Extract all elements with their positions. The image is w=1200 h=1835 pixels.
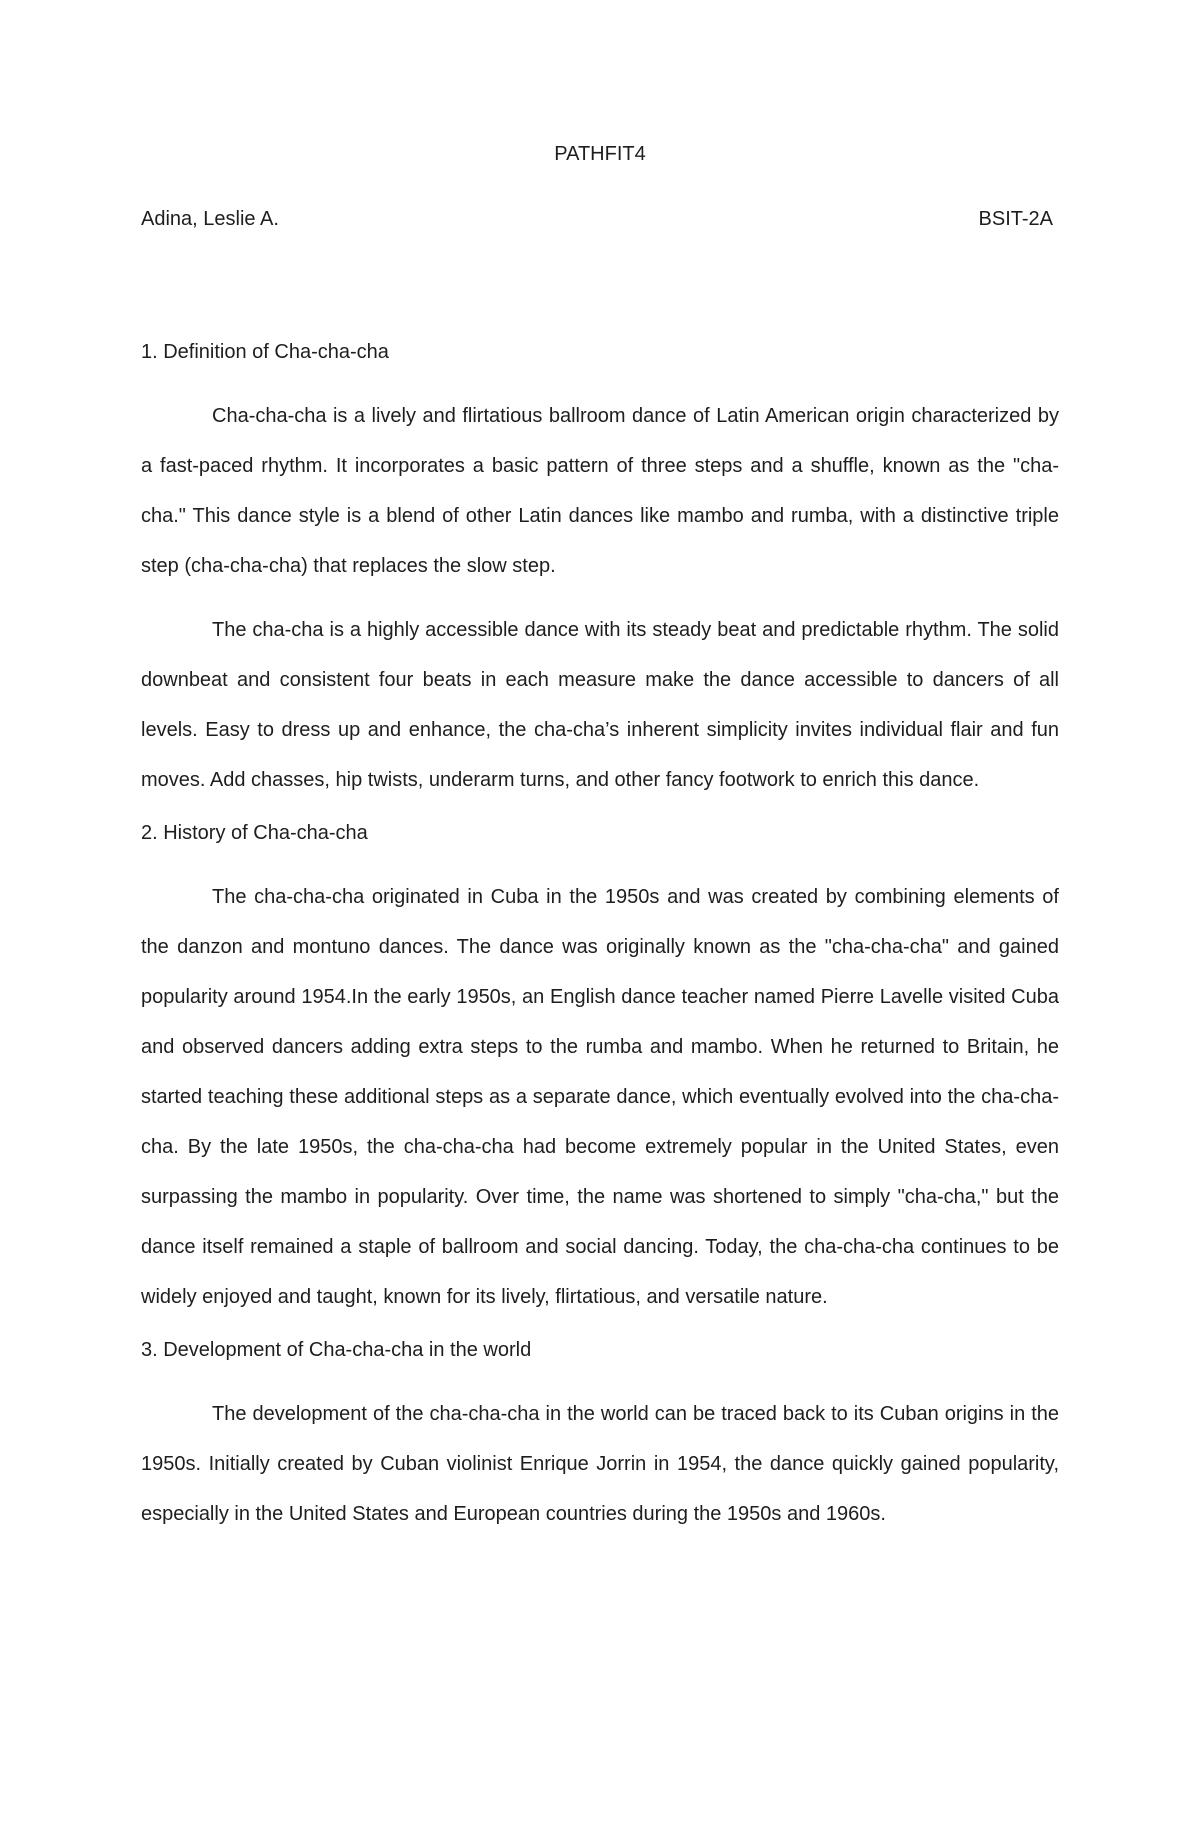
course-title: PATHFIT4 [554,143,646,165]
section-heading-history: 2. History of Cha-cha-cha [141,822,368,844]
section-heading-development: 3. Development of Cha-cha-cha in the world [141,1339,532,1361]
paragraph-history-1: The cha-cha-cha originated in Cuba in the 1950s and was created by combining elements of the danzon and montuno dances. The dance was originally known as the "cha-cha-cha" and gained popularity around 1954.In the early 1950s, an English dance teacher named Pierre Lavelle visited Cuba and observed dancers adding extra steps to the rumba and mambo. When he returned to Britain, he started teaching these additional steps as a separate dance, which eventually evolved into the cha-cha-cha. By the late 1950s, the cha-cha-cha had become extremely popular in the United States, even surpassing the mambo in popularity. Over time, the name was shortened to simply "cha-cha," but the dance itself remained a staple of ballroom and social dancing. Today, the cha-cha-cha continues to be widely enjoyed and taught, known for its lively, flirtatious, and versatile nature. [141,886,1059,1308]
document-body [141,338,1059,1539]
section-heading-definition: 1. Definition of Cha-cha-cha [141,341,389,363]
student-section: BSIT-2A [978,208,1053,230]
paragraph-development-1: The development of the cha-cha-cha in the world can be traced back to its Cuban origins in the 1950s. Initially created by Cuban violinist Enrique Jorrin in 1954, the dance quickly gained popularity, especially in the United States and European countries during the 1950s and 1960s. [141,1403,1059,1525]
paragraph-definition-2: The cha-cha is a highly accessible dance with its steady beat and predictable rhythm. The solid downbeat and consistent four beats in each measure make the dance accessible to dancers of all levels. Easy to dress up and enhance, the cha-cha’s inherent simplicity invites individual flair and fun moves. Add chasses, hip twists, underarm turns, and other fancy footwork to enrich this dance. [141,619,1059,791]
student-info-row [141,207,1053,231]
student-name: Adina, Leslie A. [141,208,279,230]
paragraph-definition-1: Cha-cha-cha is a lively and flirtatious ballroom dance of Latin American origin characterized by a fast-paced rhythm. It incorporates a basic pattern of three steps and a shuffle, known as the "cha-cha." This dance style is a blend of other Latin dances like mambo and rumba, with a distinctive triple step (cha-cha-cha) that replaces the slow step. [141,405,1059,577]
